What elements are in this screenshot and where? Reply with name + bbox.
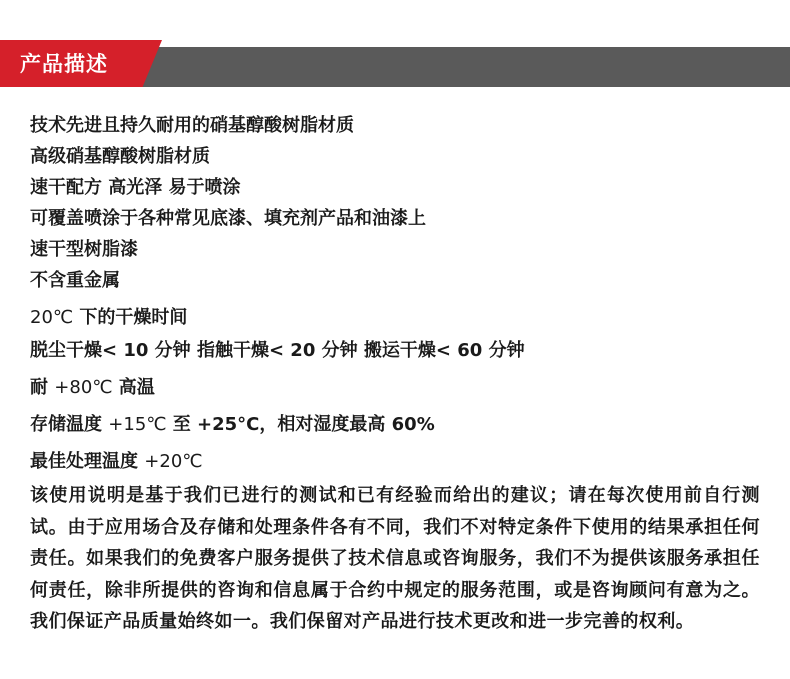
drying-times-line <box>30 339 525 363</box>
heat-resistance-suffix: 高温 <box>112 377 155 398</box>
heat-resistance-value: +80℃ <box>54 377 113 398</box>
drying-time-label: 下的干燥时间 <box>73 307 188 328</box>
humidity-label: ，相对湿度最高 <box>259 414 392 435</box>
heat-resistance-prefix: 耐 <box>30 377 55 398</box>
feature-line: 可覆盖喷涂于各种常见底漆、填充剂产品和油漆上 <box>30 208 426 229</box>
storage-line <box>30 413 435 437</box>
touch-dry-label: 指触干燥 <box>196 340 269 361</box>
handling-dry-label: 搬运干燥 <box>363 340 436 361</box>
feature-line: 不含重金属 <box>30 270 120 291</box>
feature-line: 速干型树脂漆 <box>30 239 138 260</box>
processing-temp-line <box>30 450 202 474</box>
touch-dry-value: < 20 <box>268 340 316 361</box>
storage-min: +15℃ <box>108 414 167 435</box>
feature-line: 技术先进且持久耐用的硝基醇酸树脂材质 <box>30 115 354 136</box>
minutes-unit: 分钟 <box>482 340 525 361</box>
handling-dry-value: < 60 <box>435 340 483 361</box>
minutes-unit: 分钟 <box>148 340 197 361</box>
dust-free-value: < 10 <box>102 340 149 361</box>
feature-line: 速干配方 高光泽 易于喷涂 <box>30 177 241 198</box>
minutes-unit: 分钟 <box>315 340 364 361</box>
feature-line: 高级硝基醇酸树脂材质 <box>30 146 210 167</box>
disclaimer-paragraph: 该使用说明是基于我们已进行的测试和已有经验而给出的建议；请在每次使用前自行测试。由于应用场合及存储和处理条件各有不同，我们不对特定条件下使用的结果承担任何责任。如果我们的免费客户服务提供了技术信息或咨询服务，我们不为提供该服务承担任何责任，除非所提供的咨询和信息属于合约中规定的服务范围，或是咨询顾问有意为之。我们保证产品质量始终如一。我们保留对产品进行技术更改和进一步完善的权利。 <box>30 485 760 632</box>
heat-resistance-line <box>30 376 155 400</box>
dust-free-label: 脱尘干燥 <box>30 340 102 361</box>
humidity-value: 60% <box>391 414 435 435</box>
storage-max: +25°C <box>197 414 260 435</box>
processing-label: 最佳处理温度 <box>30 451 145 472</box>
processing-value: +20℃ <box>144 451 203 472</box>
storage-to: 至 <box>166 414 198 435</box>
storage-label: 存储温度 <box>30 414 109 435</box>
section-title: 产品描述 <box>20 52 108 76</box>
drying-temp-value: 20℃ <box>30 307 74 328</box>
drying-time-heading <box>30 306 187 330</box>
